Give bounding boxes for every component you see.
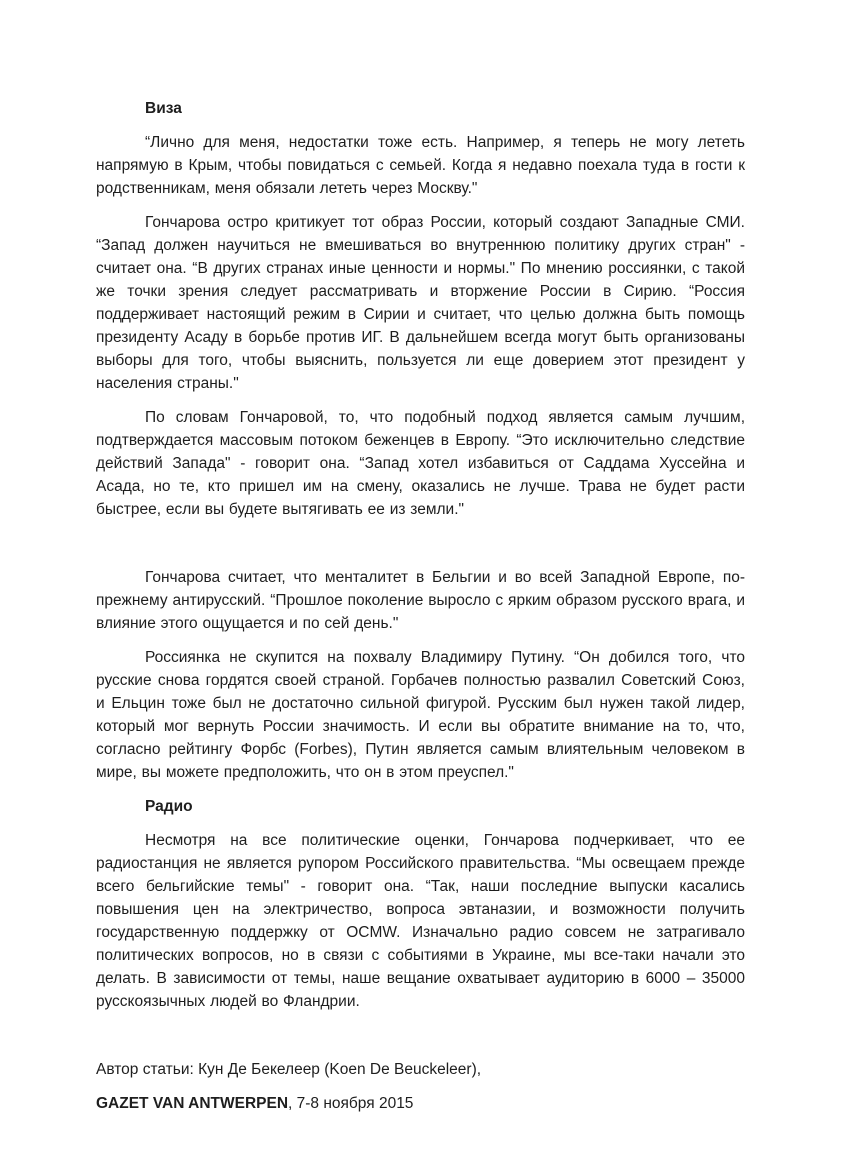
source-name: GAZET VAN ANTWERPEN	[96, 1095, 289, 1112]
paragraph-visa-quote: “Лично для меня, недостатки тоже есть. Например, я теперь не могу лететь напрямую в Крым, чтобы повидаться с семьей. Когда я недавно поехала туда в гости к родственникам, меня обязали лететь через Москву."	[96, 134, 745, 197]
section-heading-radio: Радио	[145, 798, 193, 815]
paragraph-media-criticism: Гончарова остро критикует тот образ России, который создают Западные СМИ. “Запад должен научиться не вмешиваться во внутреннюю политику других стран" - считает она. “В других странах иные ценности и нормы." По мнению россиянки, с такой же точки зрения следует рассматривать и вторжение России в Сирию. “Россия поддерживает настоящий режим в Сирии и считает, что целью должна быть помощь президенту Асаду в борьбе против ИГ. В дальнейшем всегда могут быть организованы выборы для того, чтобы выяснить, пользуется ли еще доверием этот президент у населения страны."	[96, 214, 745, 392]
source-line	[96, 1092, 745, 1115]
section-heading-visa: Виза	[145, 100, 182, 117]
empty-paragraph	[96, 1024, 745, 1047]
empty-paragraph	[96, 532, 745, 555]
paragraph-refugees: По словам Гончаровой, то, что подобный подход является самым лучшим, подтверждается массовым потоком беженцев в Европу. “Это исключительно следствие действий Запада" - говорит она. “Запад хотел избавиться от Саддама Хуссейна и Асада, но те, кто пришел им на смену, оказались не лучше. Трава не будет расти быстрее, если вы будете вытягивать ее из земли."	[96, 409, 745, 518]
source-date: , 7-8 ноября 2015	[288, 1095, 414, 1112]
author-line: Автор статьи: Кун Де Бекелеер (Koen De Beuckeleer),	[96, 1061, 482, 1078]
paragraph-radio: Несмотря на все политические оценки, Гончарова подчеркивает, что ее радиостанция не является рупором Российского правительства. “Мы освещаем прежде всего бельгийские темы" - говорит она. “Так, наши последние выпуски касались повышения цен на электричество, вопроса эвтаназии, и возможности получить государственную поддержку от OCMW. Изначально радио совсем не затрагивало политических вопросов, но в связи с событиями в Украине, мы все-таки начали это делать. В зависимости от темы, наше вещание охватывает аудиторию в 6000 – 35000 русскоязычных людей во Фландрии.	[96, 832, 745, 1010]
paragraph-putin: Россиянка не скупится на похвалу Владимиру Путину. “Он добился того, что русские снова гордятся своей страной. Горбачев полностью развалил Советский Союз, и Ельцин тоже был не достаточно сильной фигурой. Русским был нужен такой лидер, который мог вернуть России значимость. И если вы обратите внимание на то, что, согласно рейтингу Форбс (Forbes), Путин является самым влиятельным человеком в мире, вы можете предположить, что он в этом преуспел."	[96, 649, 745, 781]
paragraph-mentality: Гончарова считает, что менталитет в Бельгии и во всей Западной Европе, по-прежнему антирусский. “Прошлое поколение выросло с ярким образом русского врага, и влияние этого ощущается и по сей день."	[96, 569, 745, 632]
